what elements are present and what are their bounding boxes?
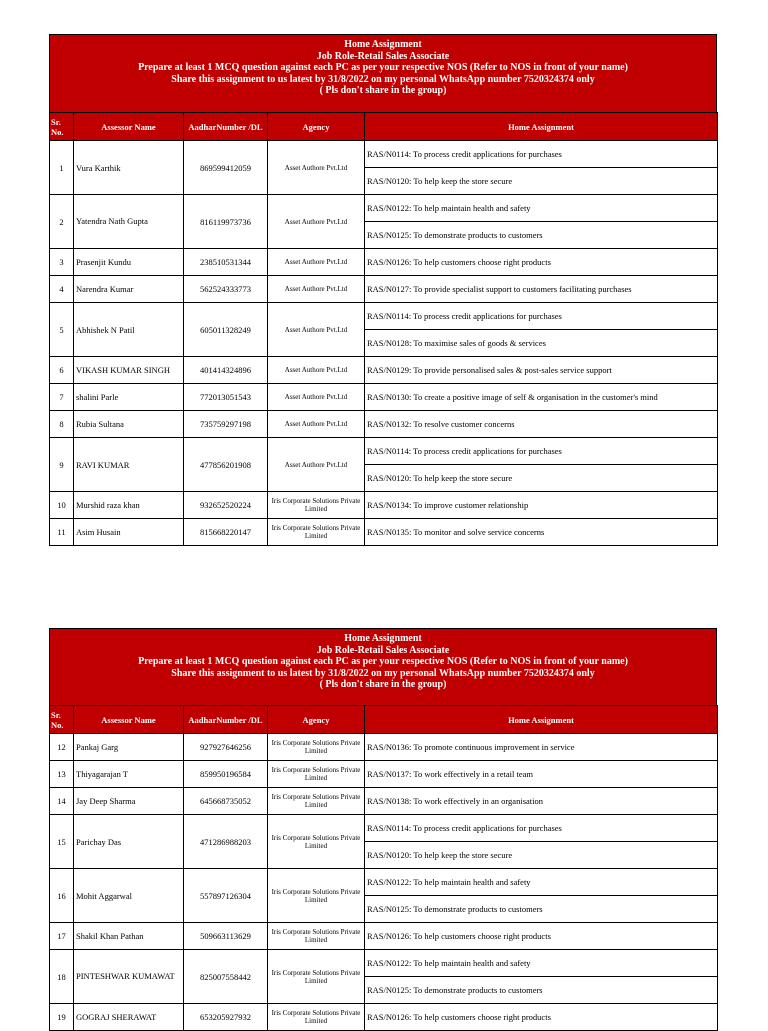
agency-cell: Asset Authore Pvt.Ltd bbox=[268, 195, 365, 249]
aadhar-cell: 869599412059 bbox=[184, 141, 268, 195]
banner-note: ( Pls don't share in the group) bbox=[319, 679, 447, 690]
aadhar-cell: 645668735052 bbox=[184, 788, 268, 815]
aadhar-cell: 509663113629 bbox=[184, 923, 268, 950]
assessor-name-cell: VIKASH KUMAR SINGH bbox=[74, 357, 184, 384]
agency-cell: Iris Corporate Solutions Private Limited bbox=[268, 734, 365, 761]
home-assignment-cell: RAS/N0126: To help customers choose right products bbox=[365, 923, 718, 950]
table-row bbox=[50, 950, 718, 977]
aadhar-cell: 238510531344 bbox=[184, 249, 268, 276]
banner-instruction: Prepare at least 1 MCQ question against each PC as per your respective NOS (Refer to NOS in front of your name) bbox=[138, 62, 628, 73]
sr-no-cell: 19 bbox=[50, 1004, 74, 1031]
assignment-sheet-1 bbox=[49, 34, 717, 546]
table-row bbox=[50, 357, 718, 384]
assessor-name-cell: PINTESHWAR KUMAWAT bbox=[74, 950, 184, 1004]
table-row bbox=[50, 195, 718, 222]
sr-no-cell: 8 bbox=[50, 411, 74, 438]
table-row bbox=[50, 788, 718, 815]
assessor-name-cell: Pankaj Garg bbox=[74, 734, 184, 761]
sr-no-cell: 4 bbox=[50, 276, 74, 303]
aadhar-cell: 605011328249 bbox=[184, 303, 268, 357]
header-home-assignment: Home Assignment bbox=[365, 706, 718, 734]
aadhar-cell: 471286988203 bbox=[184, 815, 268, 869]
aadhar-cell: 653205927932 bbox=[184, 1004, 268, 1031]
assessor-name-cell: Abhishek N Patil bbox=[74, 303, 184, 357]
table-row bbox=[50, 519, 718, 546]
home-assignment-cell: RAS/N0122: To help maintain health and safety bbox=[365, 950, 718, 977]
sr-no-cell: 3 bbox=[50, 249, 74, 276]
sr-no-cell: 14 bbox=[50, 788, 74, 815]
agency-cell: Asset Authore Pvt.Ltd bbox=[268, 384, 365, 411]
header-assessor-name: Assessor Name bbox=[74, 113, 184, 141]
aadhar-cell: 859950196584 bbox=[184, 761, 268, 788]
sheet-banner bbox=[49, 34, 717, 112]
assessor-name-cell: Shakil Khan Pathan bbox=[74, 923, 184, 950]
banner-deadline: Share this assignment to us latest by 31/8/2022 on my personal WhatsApp number 7520324374 only bbox=[171, 73, 595, 85]
banner-title: Home Assignment bbox=[344, 39, 422, 50]
aadhar-cell: 932652520224 bbox=[184, 492, 268, 519]
home-assignment-cell: RAS/N0137: To work effectively in a retail team bbox=[365, 761, 718, 788]
agency-cell: Iris Corporate Solutions Private Limited bbox=[268, 788, 365, 815]
header-agency: Agency bbox=[268, 706, 365, 734]
sheet-banner bbox=[49, 628, 717, 705]
banner-job-role: Job Role-Retail Sales Associate bbox=[316, 50, 450, 62]
home-assignment-cell: RAS/N0120: To help keep the store secure bbox=[365, 842, 718, 869]
home-assignment-cell: RAS/N0135: To monitor and solve service concerns bbox=[365, 519, 718, 546]
table-row bbox=[50, 1004, 718, 1031]
agency-cell: Iris Corporate Solutions Private Limited bbox=[268, 950, 365, 1004]
header-agency: Agency bbox=[268, 113, 365, 141]
sr-no-cell: 13 bbox=[50, 761, 74, 788]
assessor-name-cell: Thiyagarajan T bbox=[74, 761, 184, 788]
assessor-table-2 bbox=[49, 705, 718, 1031]
banner-title: Home Assignment bbox=[344, 633, 422, 644]
banner-job-role: Job Role-Retail Sales Associate bbox=[316, 644, 450, 656]
home-assignment-cell: RAS/N0130: To create a positive image of self & organisation in the customer's mind bbox=[365, 384, 718, 411]
sr-no-cell: 7 bbox=[50, 384, 74, 411]
sr-no-cell: 12 bbox=[50, 734, 74, 761]
sr-no-cell: 18 bbox=[50, 950, 74, 1004]
agency-cell: Iris Corporate Solutions Private Limited bbox=[268, 815, 365, 869]
agency-cell: Asset Authore Pvt.Ltd bbox=[268, 303, 365, 357]
header-aadhar: AadharNumber /DL bbox=[184, 113, 268, 141]
aadhar-cell: 825007558442 bbox=[184, 950, 268, 1004]
aadhar-cell: 401414324896 bbox=[184, 357, 268, 384]
home-assignment-cell: RAS/N0136: To promote continuous improvement in service bbox=[365, 734, 718, 761]
home-assignment-cell: RAS/N0122: To help maintain health and safety bbox=[365, 869, 718, 896]
table-row bbox=[50, 411, 718, 438]
sr-no-cell: 10 bbox=[50, 492, 74, 519]
assessor-table-body bbox=[50, 734, 718, 1031]
banner-deadline: Share this assignment to us latest by 31/8/2022 on my personal WhatsApp number 7520324374 only bbox=[171, 667, 595, 679]
table-row bbox=[50, 492, 718, 519]
assessor-name-cell: Murshid raza khan bbox=[74, 492, 184, 519]
aadhar-cell: 815668220147 bbox=[184, 519, 268, 546]
home-assignment-cell: RAS/N0114: To process credit applications for purchases bbox=[365, 815, 718, 842]
assessor-name-cell: Asim Husain bbox=[74, 519, 184, 546]
sr-no-cell: 11 bbox=[50, 519, 74, 546]
home-assignment-cell: RAS/N0125: To demonstrate products to customers bbox=[365, 977, 718, 1004]
agency-cell: Iris Corporate Solutions Private Limited bbox=[268, 519, 365, 546]
sr-no-cell: 6 bbox=[50, 357, 74, 384]
aadhar-cell: 562524333773 bbox=[184, 276, 268, 303]
assessor-name-cell: Parichay Das bbox=[74, 815, 184, 869]
agency-cell: Asset Authore Pvt.Ltd bbox=[268, 249, 365, 276]
agency-cell: Iris Corporate Solutions Private Limited bbox=[268, 923, 365, 950]
aadhar-cell: 927927646256 bbox=[184, 734, 268, 761]
home-assignment-cell: RAS/N0128: To maximise sales of goods & services bbox=[365, 330, 718, 357]
table-row bbox=[50, 923, 718, 950]
table-row bbox=[50, 249, 718, 276]
header-sr-no: Sr. No. bbox=[50, 706, 74, 734]
home-assignment-cell: RAS/N0122: To help maintain health and safety bbox=[365, 195, 718, 222]
aadhar-cell: 477856201908 bbox=[184, 438, 268, 492]
agency-cell: Asset Authore Pvt.Ltd bbox=[268, 276, 365, 303]
sr-no-cell: 16 bbox=[50, 869, 74, 923]
agency-cell: Asset Authore Pvt.Ltd bbox=[268, 411, 365, 438]
agency-cell: Asset Authore Pvt.Ltd bbox=[268, 141, 365, 195]
sr-no-cell: 9 bbox=[50, 438, 74, 492]
header-sr-no: Sr. No. bbox=[50, 113, 74, 141]
assessor-name-cell: Prasenjit Kundu bbox=[74, 249, 184, 276]
assessor-name-cell: Narendra Kumar bbox=[74, 276, 184, 303]
table-row bbox=[50, 276, 718, 303]
home-assignment-cell: RAS/N0120: To help keep the store secure bbox=[365, 465, 718, 492]
assessor-name-cell: Rubia Sultana bbox=[74, 411, 184, 438]
banner-note: ( Pls don't share in the group) bbox=[319, 85, 447, 96]
assignment-sheet-2 bbox=[49, 628, 717, 1031]
header-assessor-name: Assessor Name bbox=[74, 706, 184, 734]
sr-no-cell: 17 bbox=[50, 923, 74, 950]
home-assignment-cell: RAS/N0125: To demonstrate products to customers bbox=[365, 896, 718, 923]
agency-cell: Iris Corporate Solutions Private Limited bbox=[268, 869, 365, 923]
agency-cell: Asset Authore Pvt.Ltd bbox=[268, 357, 365, 384]
agency-cell: Iris Corporate Solutions Private Limited bbox=[268, 1004, 365, 1031]
assessor-name-cell: Jay Deep Sharma bbox=[74, 788, 184, 815]
assessor-name-cell: RAVI KUMAR bbox=[74, 438, 184, 492]
home-assignment-cell: RAS/N0129: To provide personalised sales & post-sales service support bbox=[365, 357, 718, 384]
agency-cell: Iris Corporate Solutions Private Limited bbox=[268, 761, 365, 788]
home-assignment-cell: RAS/N0126: To help customers choose right products bbox=[365, 1004, 718, 1031]
sr-no-cell: 5 bbox=[50, 303, 74, 357]
home-assignment-cell: RAS/N0127: To provide specialist support to customers facilitating purchases bbox=[365, 276, 718, 303]
table-row bbox=[50, 734, 718, 761]
home-assignment-cell: RAS/N0125: To demonstrate products to customers bbox=[365, 222, 718, 249]
table-row bbox=[50, 438, 718, 465]
home-assignment-cell: RAS/N0126: To help customers choose right products bbox=[365, 249, 718, 276]
sr-no-cell: 15 bbox=[50, 815, 74, 869]
aadhar-cell: 772013051543 bbox=[184, 384, 268, 411]
assessor-name-cell: shalini Parle bbox=[74, 384, 184, 411]
sr-no-cell: 1 bbox=[50, 141, 74, 195]
assessor-name-cell: Vura Karthik bbox=[74, 141, 184, 195]
home-assignment-cell: RAS/N0134: To improve customer relationship bbox=[365, 492, 718, 519]
home-assignment-cell: RAS/N0114: To process credit applications for purchases bbox=[365, 303, 718, 330]
banner-instruction: Prepare at least 1 MCQ question against each PC as per your respective NOS (Refer to NOS in front of your name) bbox=[138, 656, 628, 667]
aadhar-cell: 735759297198 bbox=[184, 411, 268, 438]
home-assignment-cell: RAS/N0114: To process credit applications for purchases bbox=[365, 438, 718, 465]
header-aadhar: AadharNumber /DL bbox=[184, 706, 268, 734]
table-row bbox=[50, 761, 718, 788]
home-assignment-cell: RAS/N0120: To help keep the store secure bbox=[365, 168, 718, 195]
table-row bbox=[50, 869, 718, 896]
table-row bbox=[50, 384, 718, 411]
assessor-name-cell: Yatendra Nath Gupta bbox=[74, 195, 184, 249]
home-assignment-cell: RAS/N0138: To work effectively in an organisation bbox=[365, 788, 718, 815]
agency-cell: Asset Authore Pvt.Ltd bbox=[268, 438, 365, 492]
header-home-assignment: Home Assignment bbox=[365, 113, 718, 141]
assessor-name-cell: GOGRAJ SHERAWAT bbox=[74, 1004, 184, 1031]
home-assignment-cell: RAS/N0132: To resolve customer concerns bbox=[365, 411, 718, 438]
table-row bbox=[50, 303, 718, 330]
aadhar-cell: 557897126304 bbox=[184, 869, 268, 923]
assessor-table-body bbox=[50, 141, 718, 546]
agency-cell: Iris Corporate Solutions Private Limited bbox=[268, 492, 365, 519]
assessor-table-1 bbox=[49, 112, 718, 546]
sr-no-cell: 2 bbox=[50, 195, 74, 249]
aadhar-cell: 816119973736 bbox=[184, 195, 268, 249]
table-row bbox=[50, 815, 718, 842]
assessor-name-cell: Mohit Aggarwal bbox=[74, 869, 184, 923]
home-assignment-cell: RAS/N0114: To process credit applications for purchases bbox=[365, 141, 718, 168]
table-row bbox=[50, 141, 718, 168]
